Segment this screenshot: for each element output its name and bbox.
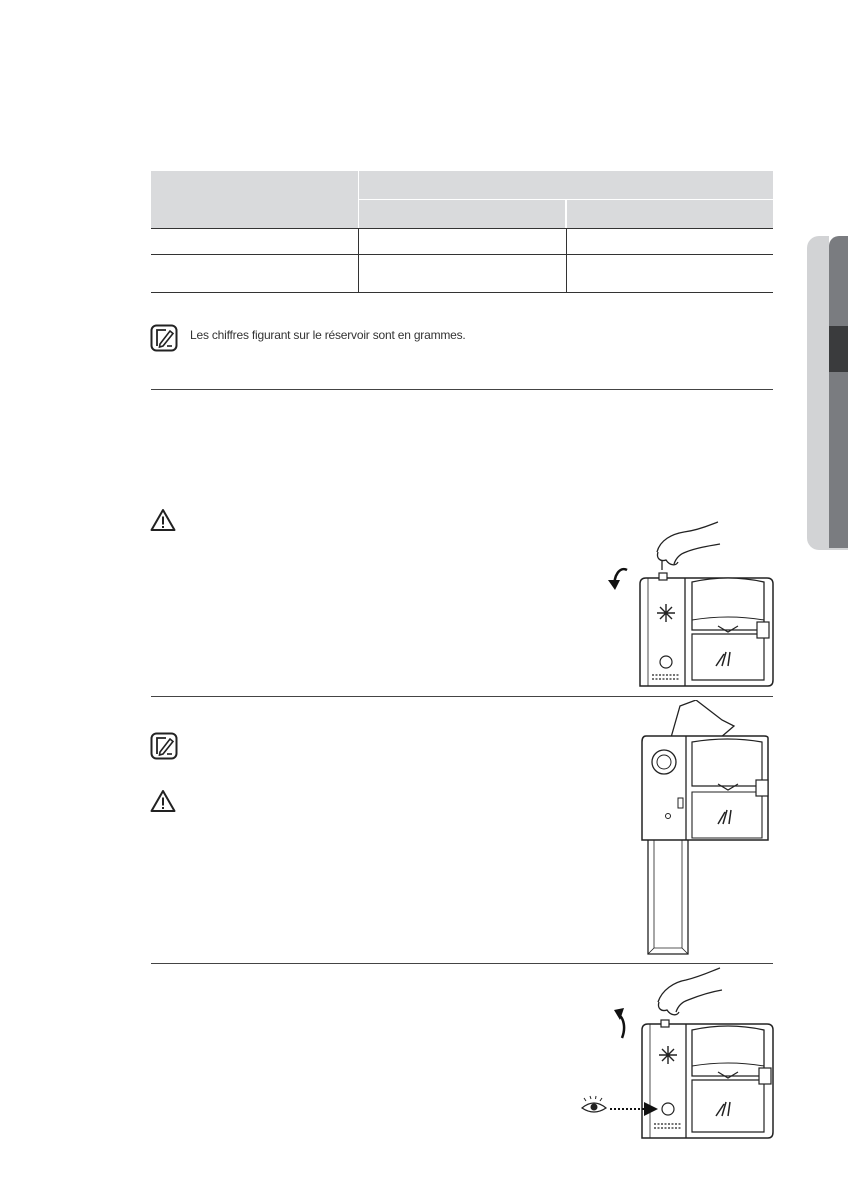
chapter-tab xyxy=(829,236,848,326)
table-header-sub-cell-2 xyxy=(567,200,773,228)
dispenser-open-illustration xyxy=(600,518,775,690)
dispenser-fill-illustration xyxy=(630,700,775,962)
warning-icon xyxy=(150,508,176,532)
table-rule xyxy=(151,292,773,293)
note-icon xyxy=(150,732,178,760)
dispenser-close-illustration xyxy=(578,966,775,1142)
table-row xyxy=(151,255,773,292)
note-text: Les chiffres figurant sur le réservoir sont en grammes. xyxy=(190,328,466,342)
table-header-left-cell xyxy=(151,171,358,228)
section-divider xyxy=(151,389,773,390)
section-divider xyxy=(151,963,773,964)
warning-icon xyxy=(150,789,176,813)
eye-icon xyxy=(582,1096,606,1112)
note-icon xyxy=(150,324,178,352)
chapter-tab xyxy=(829,372,848,548)
rotate-ccw-arrow-icon xyxy=(608,569,627,590)
table-row xyxy=(151,229,773,254)
section-divider xyxy=(151,696,773,697)
rotate-cw-arrow-icon xyxy=(614,1008,624,1038)
chapter-tab-strip xyxy=(807,236,829,550)
chapter-tab-active xyxy=(829,326,848,372)
table-header-group-cell xyxy=(359,171,773,199)
table-header-sub-cell-1 xyxy=(359,200,565,228)
